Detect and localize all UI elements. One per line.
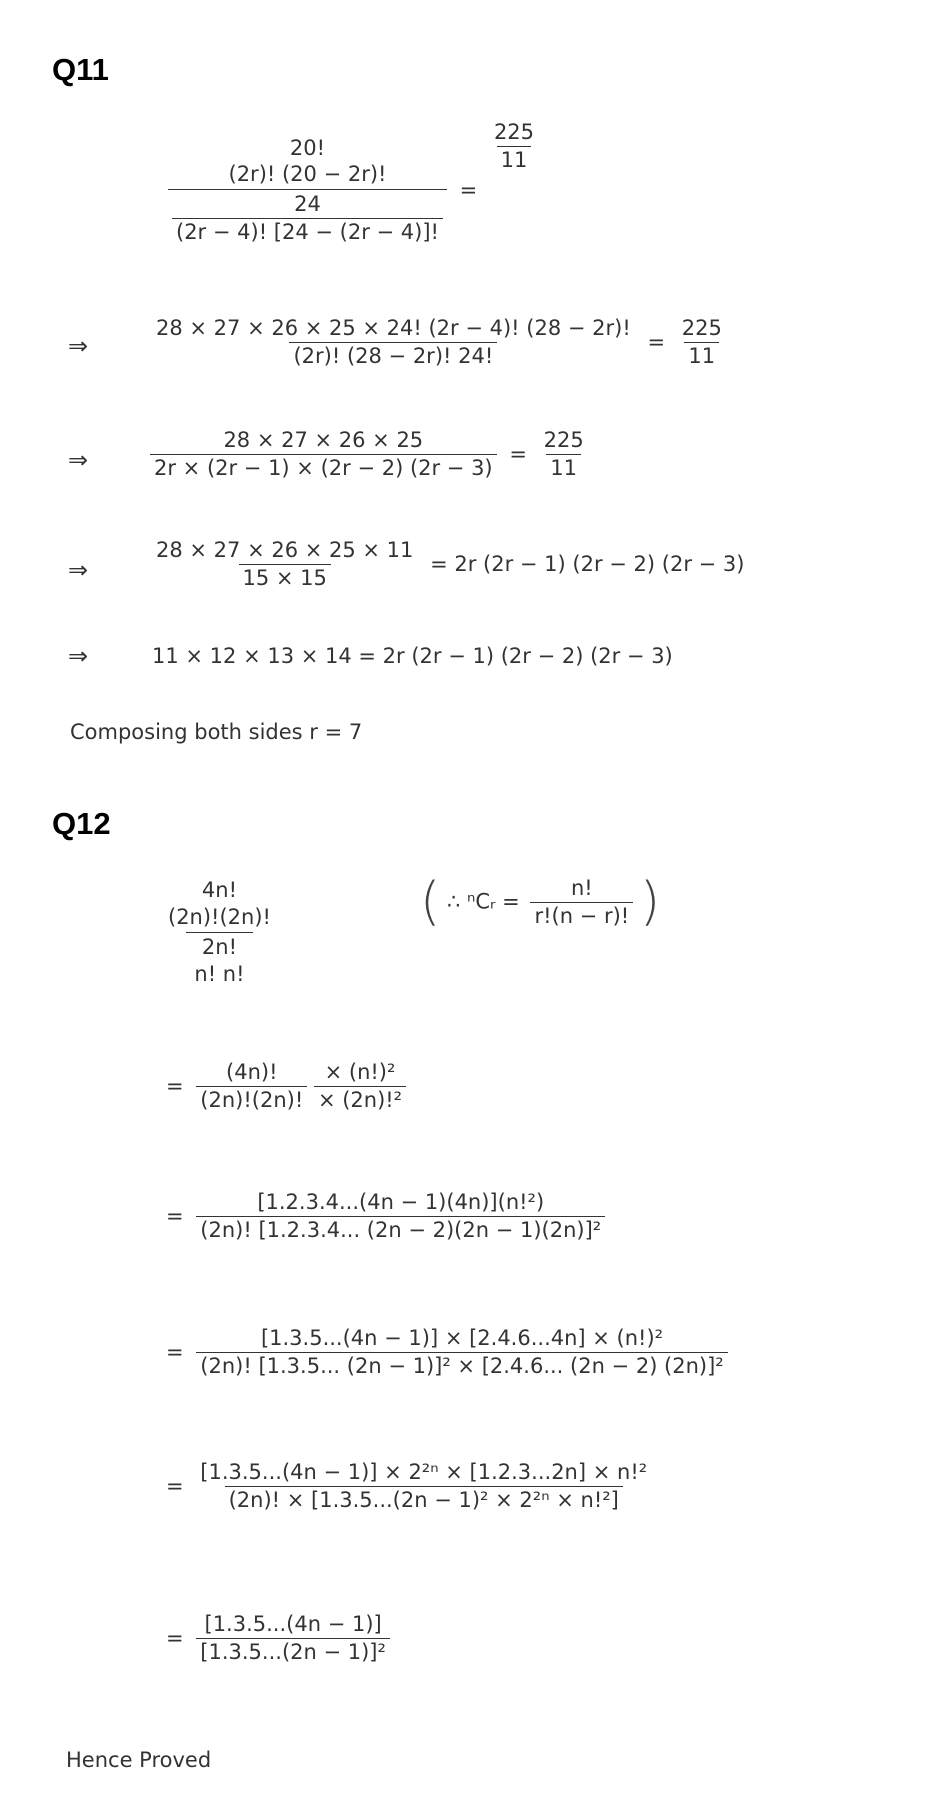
- q11-compound-fraction: [168, 138, 447, 243]
- q11-step1: $\frac{28 \times 27 \times 26 \times 25 \times 24! (2r - 4)! (28 - 2r)!}{(2r)! (28 - 2r)! 24!}$ = $\frac{225}{11}$: [152, 318, 726, 367]
- q12-step5-numerator: [1.3.5...(4n − 1)]: [204, 1612, 382, 1636]
- q12-note-denominator: r!(n − r)!: [530, 902, 633, 927]
- q11-step4: 11 × 12 × 13 × 14 = 2r (2r − 1) (2r − 2) (2r − 3): [152, 644, 673, 668]
- q12-step3-denominator: (2n)! [1.3.5... (2n − 1)]² × [2.4.6... (2n − 2) (2n)]²: [196, 1352, 727, 1377]
- q12-step3-numerator: [1.3.5...(4n − 1)] × [2.4.6...4n] × (n!)²: [260, 1326, 664, 1350]
- q11-step0: [168, 120, 538, 244]
- right-brace: ): [639, 872, 661, 932]
- q12-note-numerator: n!: [570, 875, 593, 900]
- q12-bottom-denominator: n! n!: [194, 962, 245, 986]
- q12-conclusion: Hence Proved: [66, 1748, 212, 1772]
- q11-bottom-denominator: (2r − 4)! [24 − (2r − 4)]!: [172, 218, 443, 243]
- q11-equals: =: [459, 178, 478, 202]
- q11-step3: [152, 540, 744, 589]
- q11-step3-rhs: = 2r (2r − 1) (2r − 2) (2r − 3): [430, 552, 745, 576]
- q11-top-denominator: (2r)! (20 − 2r)!: [228, 162, 387, 186]
- q12-step1: = $\frac{(4n)!}{(2n)!(2n)!}$ $\frac{\text{× (n!)²}}{\text{× (2n)!²}}$: [160, 1062, 406, 1111]
- q12-ncr-note: [420, 872, 661, 932]
- q11-conclusion: Composing both sides r = 7: [70, 720, 363, 744]
- q12-step5-denominator: [1.3.5...(2n − 1)]²: [196, 1638, 390, 1663]
- q12-heading: Q12: [52, 806, 111, 841]
- q12-step4: = $\frac{\text{[1.3.5...(4n − 1)] × 2²ⁿ × [1.2.3...2n] × n!²}}{\text{(2n)! × [1.3.5...(2n − 1)² × 2²ⁿ × n!²]}}$: [160, 1462, 651, 1511]
- q11-top-numerator: 20!: [289, 136, 326, 160]
- q12-step3: = $\frac{\text{[1.3.5...(4n − 1)] × [2.4.6...4n] × (n!)²}}{\text{(2n)! [1.3.5... (2n − 1)]² × [2.4.6... (2n − 2) (2n)]²}}$: [160, 1328, 728, 1377]
- q11-bottom-numerator: 24: [294, 192, 321, 216]
- q12-step2-denominator: (2n)! [1.2.3.4... (2n − 2)(2n − 1)(2n)]²: [196, 1216, 605, 1241]
- q12-step0: [160, 880, 279, 985]
- q11-step3-denominator: 15 × 15: [239, 564, 331, 589]
- q12-step1-den1: (2n)!(2n)!: [196, 1086, 307, 1111]
- q11-step1-denominator: (2r)! (28 − 2r)! 24!: [289, 342, 497, 367]
- q11-step2: $\frac{28 \times 27 \times 26 \times 25}{2r \times (2r - 1) \times (2r - 2) (2r - 3)}$ = $\frac{225}{11}$: [150, 430, 588, 479]
- q11-implies-2: ⇒: [68, 446, 89, 474]
- q11-heading: Q11: [52, 52, 109, 87]
- q12-bottom-numerator: 2n!: [201, 935, 238, 959]
- q11-rhs-fraction: $\frac{225}{11}$: [493, 120, 535, 172]
- q11-step1-numerator: 28 × 27 × 26 × 25 × 24! (2r − 4)! (28 − 2r)!: [156, 316, 631, 340]
- q12-top-numerator: 4n!: [201, 878, 238, 902]
- q12-step4-numerator: [1.3.5...(4n − 1)] × 2²ⁿ × [1.2.3...2n] × n!²: [200, 1460, 648, 1484]
- q11-implies-1: ⇒: [68, 332, 89, 360]
- q12-step1-num2: × (n!)²: [324, 1060, 396, 1084]
- q11-implies-3: ⇒: [68, 556, 89, 584]
- q11-step3-numerator: 28 × 27 × 26 × 25 × 11: [156, 538, 414, 562]
- q11-step2-denominator: 2r × (2r − 1) × (2r − 2) (2r − 3): [150, 454, 497, 479]
- q12-step1-num1: (4n)!: [226, 1060, 278, 1084]
- q12-step4-denominator: (2n)! × [1.3.5...(2n − 1)² × 2²ⁿ × n!²]: [225, 1486, 623, 1511]
- q12-step5: = $\frac{[1.3.5...(4n - 1)]}{\text{[1.3.5...(2n − 1)]²}}$: [160, 1614, 390, 1663]
- q11-step2-numerator: 28 × 27 × 26 × 25: [223, 428, 424, 452]
- q12-step2: = $\frac{\text{[1.2.3.4...(4n − 1)(4n)](n!²)}}{\text{(2n)! [1.2.3.4... (2n − 2)(2n − 1)(2n)]²}}$: [160, 1192, 605, 1241]
- q12-note-prefix: ∴ ⁿCᵣ =: [446, 889, 520, 914]
- q12-compound-fraction: [160, 880, 279, 985]
- q12-step2-numerator: [1.2.3.4...(4n − 1)(4n)](n!²): [257, 1190, 545, 1214]
- q12-top-denominator: (2n)!(2n)!: [168, 905, 271, 929]
- q11-implies-4: ⇒: [68, 642, 89, 670]
- left-brace: (: [420, 872, 441, 932]
- q12-step1-den2: × (2n)!²: [314, 1086, 406, 1111]
